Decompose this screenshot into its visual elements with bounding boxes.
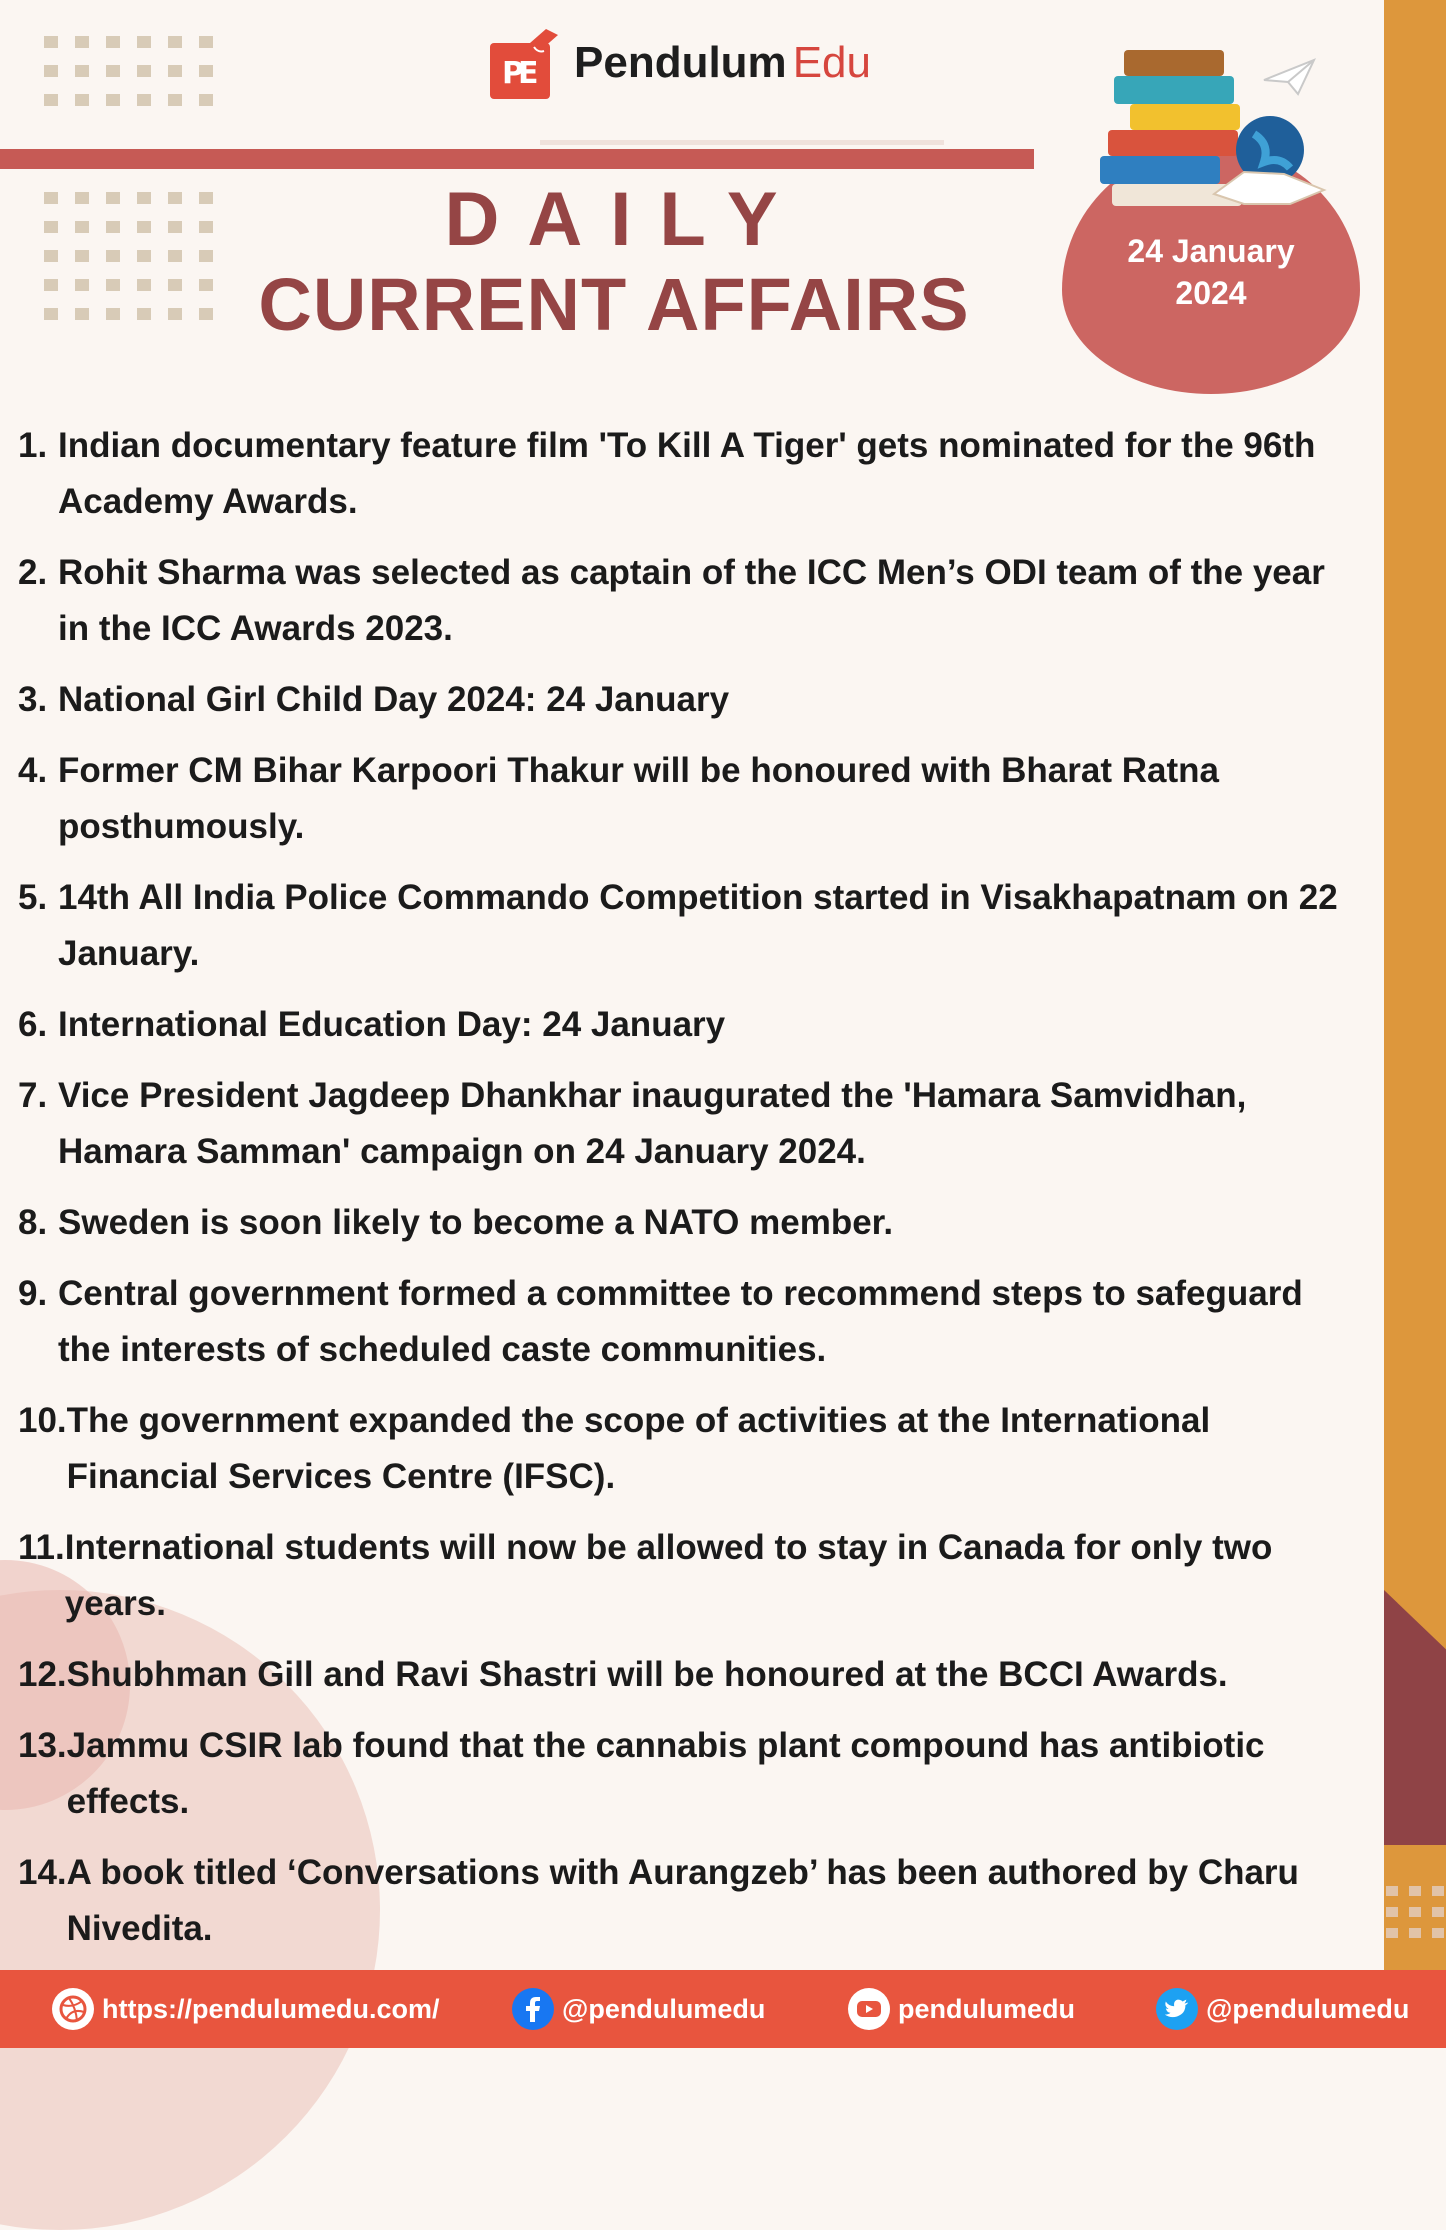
dot-grid-right bbox=[1386, 1886, 1444, 1938]
facebook-icon bbox=[512, 1988, 554, 2030]
title-current-affairs: CURRENT AFFAIRS bbox=[258, 263, 970, 346]
footer-facebook-link[interactable]: @pendulumedu bbox=[512, 1970, 765, 2048]
logo-mark-icon: PE bbox=[490, 27, 566, 99]
list-item: 10. The government expanded the scope of activities at the International Financial Services Centre (IFSC). bbox=[18, 1401, 1211, 1496]
list-item: 11. International students will now be allowed to stay in Canada for only two years. bbox=[18, 1528, 1273, 1623]
footer-youtube-link[interactable]: pendulumedu bbox=[848, 1970, 1075, 2048]
list-item: 5. 14th All India Police Commando Competition started in Visakhapatnam on 22 January. bbox=[18, 878, 1338, 973]
brand-name: Pendulum Edu bbox=[574, 38, 871, 87]
list-item: 12. Shubhman Gill and Ravi Shastri will be honoured at the BCCI Awards. bbox=[18, 1655, 1228, 1694]
list-item: 8. Sweden is soon likely to become a NATO member. bbox=[18, 1203, 894, 1242]
paper-plane-icon bbox=[1262, 58, 1316, 98]
footer-bar bbox=[0, 1970, 1446, 2048]
list-item: 2. Rohit Sharma was selected as captain of the ICC Men’s ODI team of the year in the ICC Awards 2023. bbox=[18, 553, 1325, 648]
list-item: 7. Vice President Jagdeep Dhankhar inaugurated the 'Hamara Samvidhan, Hamara Samman' campaign on 24 January 2024. bbox=[18, 1076, 1247, 1171]
header-rule bbox=[0, 149, 1034, 169]
list-item: 3. National Girl Child Day 2024: 24 January bbox=[18, 680, 730, 719]
dot-grid-top bbox=[44, 36, 213, 106]
list-item: 1. Indian documentary feature film 'To Kill A Tiger' gets nominated for the 96th Academy Awards. bbox=[18, 426, 1316, 521]
footer-website-link[interactable]: https://pendulumedu.com/ bbox=[52, 1970, 440, 2048]
list-item: 13. Jammu CSIR lab found that the cannabis plant compound has antibiotic effects. bbox=[18, 1726, 1265, 1821]
youtube-icon bbox=[848, 1988, 890, 2030]
brand-logo bbox=[490, 18, 871, 108]
list-item: 6. International Education Day: 24 January bbox=[18, 1005, 726, 1044]
dot-grid-middle bbox=[44, 192, 213, 320]
date-day-month: 24 January bbox=[1127, 233, 1295, 269]
footer-twitter-link[interactable]: @pendulumedu bbox=[1156, 1970, 1409, 2048]
header-rule-light bbox=[540, 140, 944, 145]
right-accent-strip bbox=[1384, 1845, 1446, 1867]
title-daily: DAILY bbox=[444, 177, 806, 262]
twitter-icon bbox=[1156, 1988, 1198, 2030]
list-item: 9. Central government formed a committee to recommend steps to safeguard the interests of scheduled caste communities. bbox=[18, 1274, 1303, 1369]
list-item: 4. Former CM Bihar Karpoori Thakur will be honoured with Bharat Ratna posthumously. bbox=[18, 751, 1219, 846]
news-list bbox=[18, 418, 1358, 1972]
dribbble-icon bbox=[52, 1988, 94, 2030]
list-item: 14. A book titled ‘Conversations with Aurangzeb’ has been authored by Charu Nivedita. bbox=[18, 1853, 1299, 1948]
date-year: 2024 bbox=[1175, 275, 1247, 311]
